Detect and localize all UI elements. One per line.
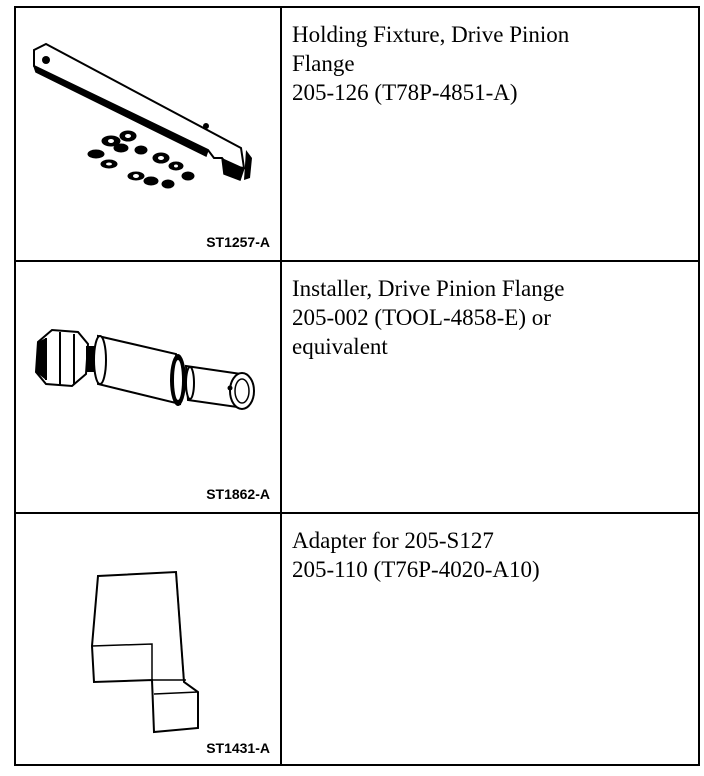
tool-number-line: 205-110 (T76P-4020-A10) xyxy=(292,557,540,582)
tool-image-cell xyxy=(16,514,282,766)
tool-name-line: Flange xyxy=(292,51,355,76)
tool-code: ST1431-A xyxy=(206,740,270,756)
tool-description xyxy=(292,274,688,361)
installer-illustration xyxy=(16,262,280,512)
special-tools-table xyxy=(14,6,700,766)
tool-description xyxy=(292,526,688,584)
tool-row-holding-fixture xyxy=(16,8,698,262)
tool-note-line: equivalent xyxy=(292,334,388,359)
tool-code: ST1257-A xyxy=(206,234,270,250)
tool-name-line: Adapter for 205-S127 xyxy=(292,528,494,553)
tool-name-line: Installer, Drive Pinion Flange xyxy=(292,276,565,301)
tool-image-cell xyxy=(16,8,282,260)
tool-name-line: Holding Fixture, Drive Pinion xyxy=(292,22,570,47)
tool-image-cell xyxy=(16,262,282,512)
holding-fixture-illustration xyxy=(16,8,280,260)
tool-code: ST1862-A xyxy=(206,486,270,502)
tool-number-line: 205-126 (T78P-4851-A) xyxy=(292,80,518,105)
adapter-block-illustration xyxy=(16,514,280,764)
tool-number-line: 205-002 (TOOL-4858-E) or xyxy=(292,305,551,330)
tool-row-installer xyxy=(16,262,698,514)
tool-row-adapter xyxy=(16,514,698,766)
tool-description xyxy=(292,20,688,107)
